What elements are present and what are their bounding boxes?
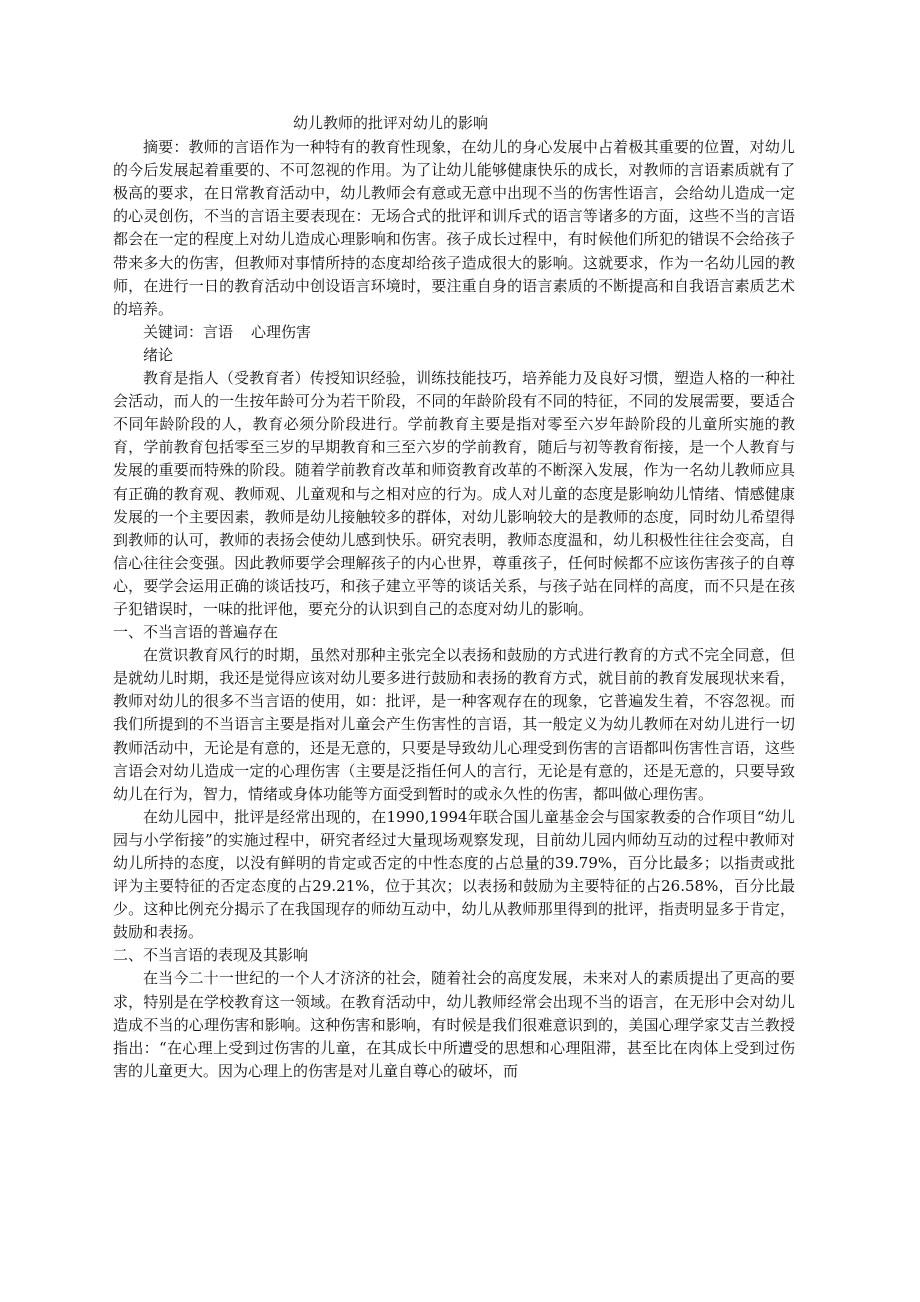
section1-paragraph-2: 在幼儿园中，批评是经常出现的，在1990,1994年联合国儿童基金会与国家教委的合作项目“幼儿园与小学衔接”的实施过程中，研究者经过大量现场观察发现，目前幼儿园内师幼互动的过程中教师对幼儿所持的态度，以没有鲜明的肯定或否定的中性态度的占总量的39.79%，百分比最多；以指责或批评为主要特征的否定态度的占29.21%，位于其次；以表扬和鼓励为主要特征的占26.58%，百分比最少。这种比例充分揭示了在我国现存的师幼互动中，幼儿从教师那里得到的批评，指责明显多于肯定，鼓励和表扬。	[113, 807, 795, 942]
intro-heading: 绪论	[143, 345, 174, 364]
section1-paragraph-1: 在赏识教育风行的时期，虽然对那种主张完全以表扬和鼓励的方式进行教育的方式不完全同意，但是就幼儿时期，我还是觉得应该对幼儿要多进行鼓励和表扬的教育方式，就目前的教育发展现状来看，教师对幼儿的很多不当言语的使用，如：批评，是一种客观存在的现象，它普遍发生着，不容忽视。而我们所提到的不当语言主要是指对儿童会产生伤害性的言语，其一般定义为幼儿教师在对幼儿进行一切教师活动中，无论是有意的，还是无意的，只要是导致幼儿心理受到伤害的言语都叫伤害性言语，这些言语会对幼儿造成一定的心理伤害（主要是泛指任何人的言行，无论是有意的，还是无意的，只要导致幼儿在行为，智力，情绪或身体功能等方面受到暂时的或永久性的伤害，都叫做心理伤害。	[113, 646, 795, 803]
section1-heading: 一、不当言语的普遍存在	[113, 623, 279, 642]
keywords-rest: 心理伤害	[251, 322, 312, 341]
document-body	[113, 112, 795, 1083]
document-title: 幼儿教师的批评对幼儿的影响	[293, 114, 489, 132]
keywords-line	[113, 321, 795, 344]
abstract-paragraph: 摘要：教师的言语作为一种特有的教育性现象，在幼儿的身心发展中占着极其重要的位置，对幼儿的今后发展起着重要的、不可忽视的作用。为了让幼儿能够健康快乐的成长，对教师的言语素质就有了极高的要求，在日常教育活动中，幼儿教师会有意或无意中出现不当的伤害性语言，会给幼儿造成一定的心灵创伤，不当的言语主要表现在：无场合式的批评和训斥式的语言等诸多的方面，这些不当的言语都会在一定的程度上对幼儿造成心理影响和伤害。孩子成长过程中，有时候他们所犯的错误不会给孩子带来多大的伤害，但教师对事情所持的态度却给孩子造成很大的影响。这就要求，作为一名幼儿园的教师，在进行一日的教育活动中创设语言环境时，要注重自身的语言素质的不断提高和自我语言素质艺术的培养。	[113, 138, 795, 318]
section2-paragraph-1: 在当今二十一世纪的一个人才济济的社会，随着社会的高度发展，未来对人的素质提出了更高的要求，特别是在学校教育这一领域。在教育活动中，幼儿教师经常会出现不当的语言，在无形中会对幼儿造成不当的心理伤害和影响。这种伤害和影响，有时候是我们很难意识到的，美国心理学家艾吉兰教授指出：“在心理上受到过伤害的儿童，在其成长中所遭受的思想和心理阻滞，甚至比在肉体上受到过伤害的儿童更大。因为心理上的伤害是对儿童自尊心的破坏，而	[113, 969, 795, 1080]
section2-heading: 二、不当言语的表现及其影响	[113, 946, 309, 965]
intro-paragraph: 教育是指人（受教育者）传授知识经验，训练技能技巧，培养能力及良好习惯，塑造人格的一种社会活动，而人的一生按年龄可分为若干阶段，不同的年龄阶段有不同的特征，不同的发展需要，要适合不同年龄阶段的人，教育必须分阶段进行。学前教育主要是指对零至六岁年龄阶段的儿童所实施的教育，学前教育包括零至三岁的早期教育和三至六岁的学前教育，随后与初等教育衔接，是一个人教育与发展的重要而特殊的阶段。随着学前教育改革和师资教育改革的不断深入发展，作为一名幼儿教师应具有正确的教育观、教师观、儿童观和与之相对应的行为。成人对儿童的态度是影响幼儿情绪、情感健康发展的一个主要因素，教师是幼儿接触较多的群体，对幼儿影响较大的是教师的态度，同时幼儿希望得到教师的认可，教师的表扬会使幼儿感到快乐。研究表明，教师态度温和，幼儿积极性往往会变高，自信心往往会变强。因此教师要学会理解孩子的内心世界，尊重孩子，任何时候都不应该伤害孩子的自尊心，要学会运用正确的谈话技巧，和孩子建立平等的谈话关系，与孩子站在同样的高度，而不只是在孩子犯错误时，一味的批评他，要充分的认识到自己的态度对幼儿的影响。	[113, 369, 795, 618]
keywords-label: 关键词：言语	[143, 322, 234, 341]
